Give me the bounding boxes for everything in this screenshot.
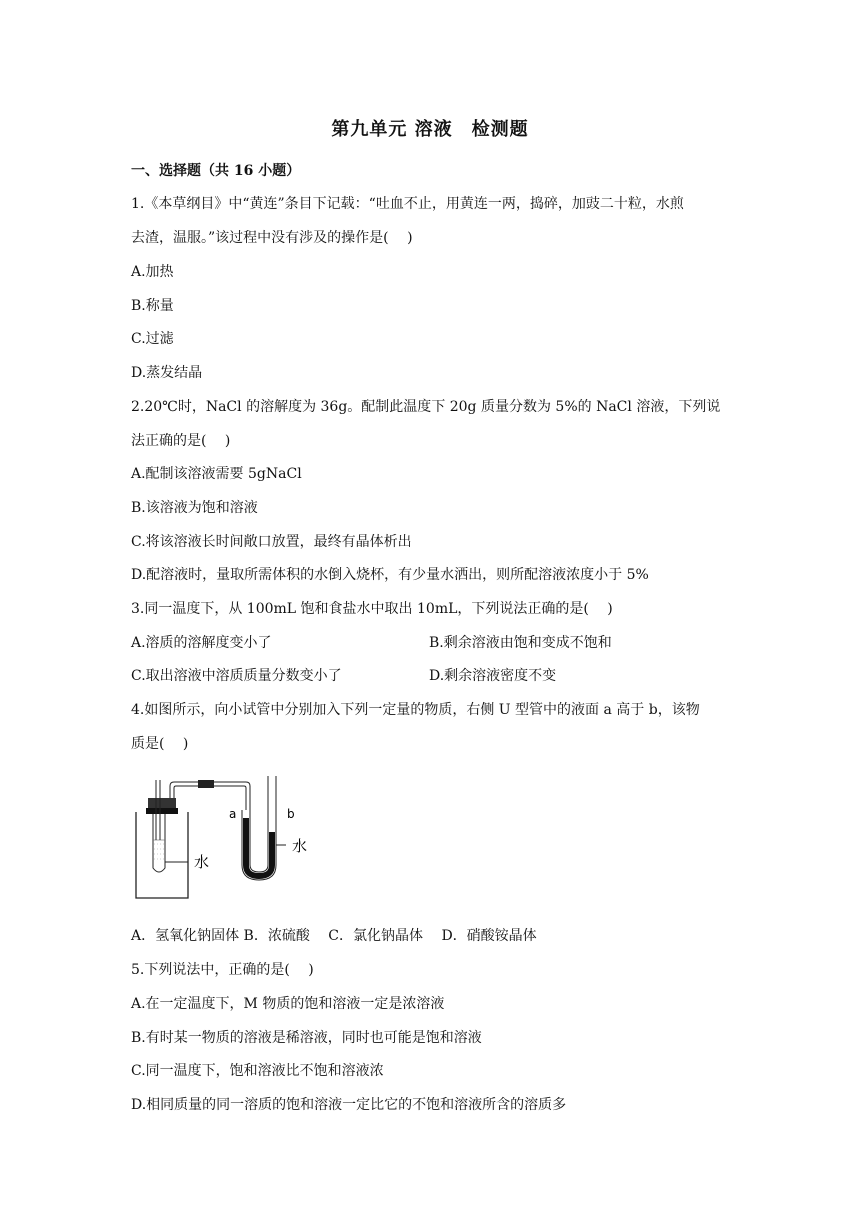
q2-option-c: C.将该溶液长时间敞口放置，最终有晶体析出 — [131, 534, 412, 550]
q4-stem-line1: 4.如图所示，向小试管中分别加入下列一定量的物质，右侧 U 型管中的液面 a 高于 b，该物 — [131, 702, 700, 718]
q3-option-b: B.剩余溶液由饱和变成不饱和 — [429, 635, 612, 651]
q1-stem-line1: 1.《本草纲目》中“黄连”条目下记载：“吐血不止，用黄连一两，捣碎，加豉二十粒，水煎 — [131, 196, 684, 212]
label-a: a — [229, 807, 237, 821]
q4-stem-line2: 质是( ) — [131, 736, 189, 752]
q1-stem-line2: 去渣，温服。”该过程中没有涉及的操作是( ) — [131, 230, 413, 246]
q4-options: A．氢氧化钠固体 B．浓硫酸 C．氯化钠晶体 D．硝酸铵晶体 — [131, 928, 537, 944]
q2-stem-line2: 法正确的是( ) — [131, 433, 231, 449]
page-title: 第九单元 溶液 检测题 — [331, 119, 529, 140]
q2-stem-line1: 2.20℃时，NaCl 的溶解度为 36g。配制此温度下 20g 质量分数为 5%的 NaCl 溶液，下列说 — [131, 399, 721, 415]
q5-option-c: C.同一温度下，饱和溶液比不饱和溶液浓 — [131, 1063, 384, 1079]
section-heading: 一、选择题（共 16 小题） — [131, 163, 301, 179]
q3-stem: 3.同一温度下，从 100mL 饱和食盐水中取出 10mL，下列说法正确的是( ) — [131, 601, 613, 617]
q1-option-d: D.蒸发结晶 — [131, 365, 203, 381]
label-water-bottle: 水 — [194, 853, 210, 871]
u-tube-apparatus-figure — [126, 770, 336, 900]
q5-option-b: B.有时某一物质的溶液是稀溶液，同时也可能是饱和溶液 — [131, 1030, 482, 1046]
q3-option-c: C.取出溶液中溶质质量分数变小了 — [131, 668, 342, 684]
q3-option-a: A.溶质的溶解度变小了 — [131, 635, 272, 651]
q5-option-a: A.在一定温度下，M 物质的饱和溶液一定是浓溶液 — [131, 996, 445, 1012]
q5-option-d: D.相同质量的同一溶质的饱和溶液一定比它的不饱和溶液所含的溶质多 — [131, 1097, 567, 1113]
q1-option-a: A.加热 — [131, 264, 174, 280]
label-b: b — [287, 807, 295, 821]
q3-option-d: D.剩余溶液密度不变 — [429, 668, 557, 684]
q1-option-c: C.过滤 — [131, 331, 174, 347]
q2-option-b: B.该溶液为饱和溶液 — [131, 500, 258, 516]
q5-stem: 5.下列说法中，正确的是( ) — [131, 962, 314, 978]
label-water-utube: 水 — [292, 837, 308, 855]
q2-option-d: D.配溶液时，量取所需体积的水倒入烧杯，有少量水洒出，则所配溶液浓度小于 5% — [131, 567, 649, 583]
q1-option-b: B.称量 — [131, 298, 174, 314]
q2-option-a: A.配制该溶液需要 5gNaCl — [131, 466, 302, 482]
